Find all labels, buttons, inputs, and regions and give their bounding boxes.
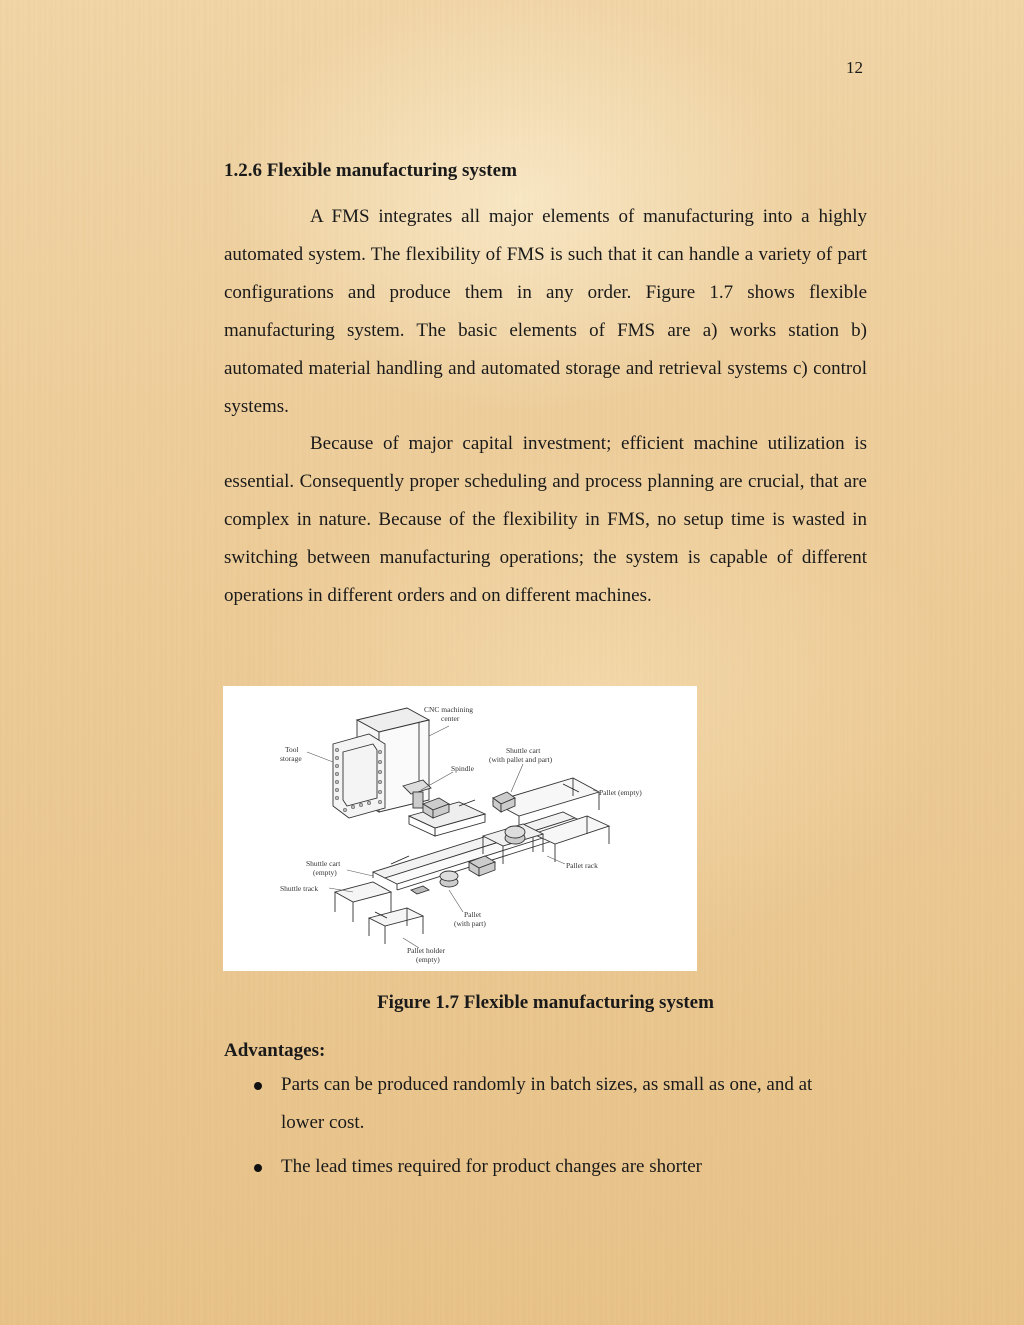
list-item: [281, 1148, 851, 1186]
label-pallet-holder-1: Pallet holder: [407, 946, 446, 955]
tool-storage-drawing: [333, 734, 385, 818]
fms-figure: [223, 686, 697, 971]
label-shuttle-empty-1: Shuttle cart: [306, 859, 341, 868]
bullet-icon: [254, 1164, 262, 1172]
label-pallet-rack: Pallet rack: [566, 861, 598, 870]
label-shuttle-track: Shuttle track: [280, 884, 319, 893]
advantage-text: The lead times required for product changes are shorter: [281, 1156, 702, 1177]
label-tool-1: Tool: [285, 745, 299, 754]
label-shuttle-full-1: Shuttle cart: [506, 746, 541, 755]
page-number: 12: [846, 58, 863, 77]
label-tool-2: storage: [280, 754, 302, 763]
figure-caption: Figure 1.7 Flexible manufacturing system: [377, 992, 714, 1013]
label-spindle: Spindle: [451, 764, 474, 773]
label-shuttle-empty-2: (empty): [313, 868, 337, 877]
label-pallet-part-1: Pallet: [464, 910, 482, 919]
label-pallet-empty: Pallet (empty): [599, 788, 642, 797]
label-pallet-holder-2: (empty): [416, 955, 440, 964]
body-paragraph-1: A FMS integrates all major elements of manufacturing into a highly automated system. The flexibility of FMS is such that it can handle a variety of part configurations and produce them in any order. Figure 1.7 shows flexible manufacturing system. The basic elements of FMS are a) works station b) automated material handling and automated storage and retrieval systems c) control systems.: [224, 206, 867, 417]
fms-diagram: [223, 686, 697, 971]
label-cnc-1: CNC machining: [424, 705, 473, 714]
advantages-heading: Advantages:: [224, 1040, 326, 1061]
bullet-icon: [254, 1082, 262, 1090]
label-shuttle-full-2: (with pallet and part): [489, 755, 553, 764]
advantage-text: Parts can be produced randomly in batch sizes, as small as one, and at lower cost.: [281, 1074, 813, 1133]
section-heading: 1.2.6 Flexible manufacturing system: [224, 160, 517, 181]
list-item: [281, 1066, 851, 1142]
label-pallet-part-2: (with part): [454, 919, 486, 928]
label-cnc-2: center: [441, 714, 460, 723]
body-paragraph-2: Because of major capital investment; efficient machine utilization is essential. Consequently proper scheduling and process planning are crucial, that are complex in nature. Because of the flexibility in FMS, no setup time is wasted in switching between manufacturing operations; the system is capable of different operations in different orders and on different machines.: [224, 433, 867, 606]
